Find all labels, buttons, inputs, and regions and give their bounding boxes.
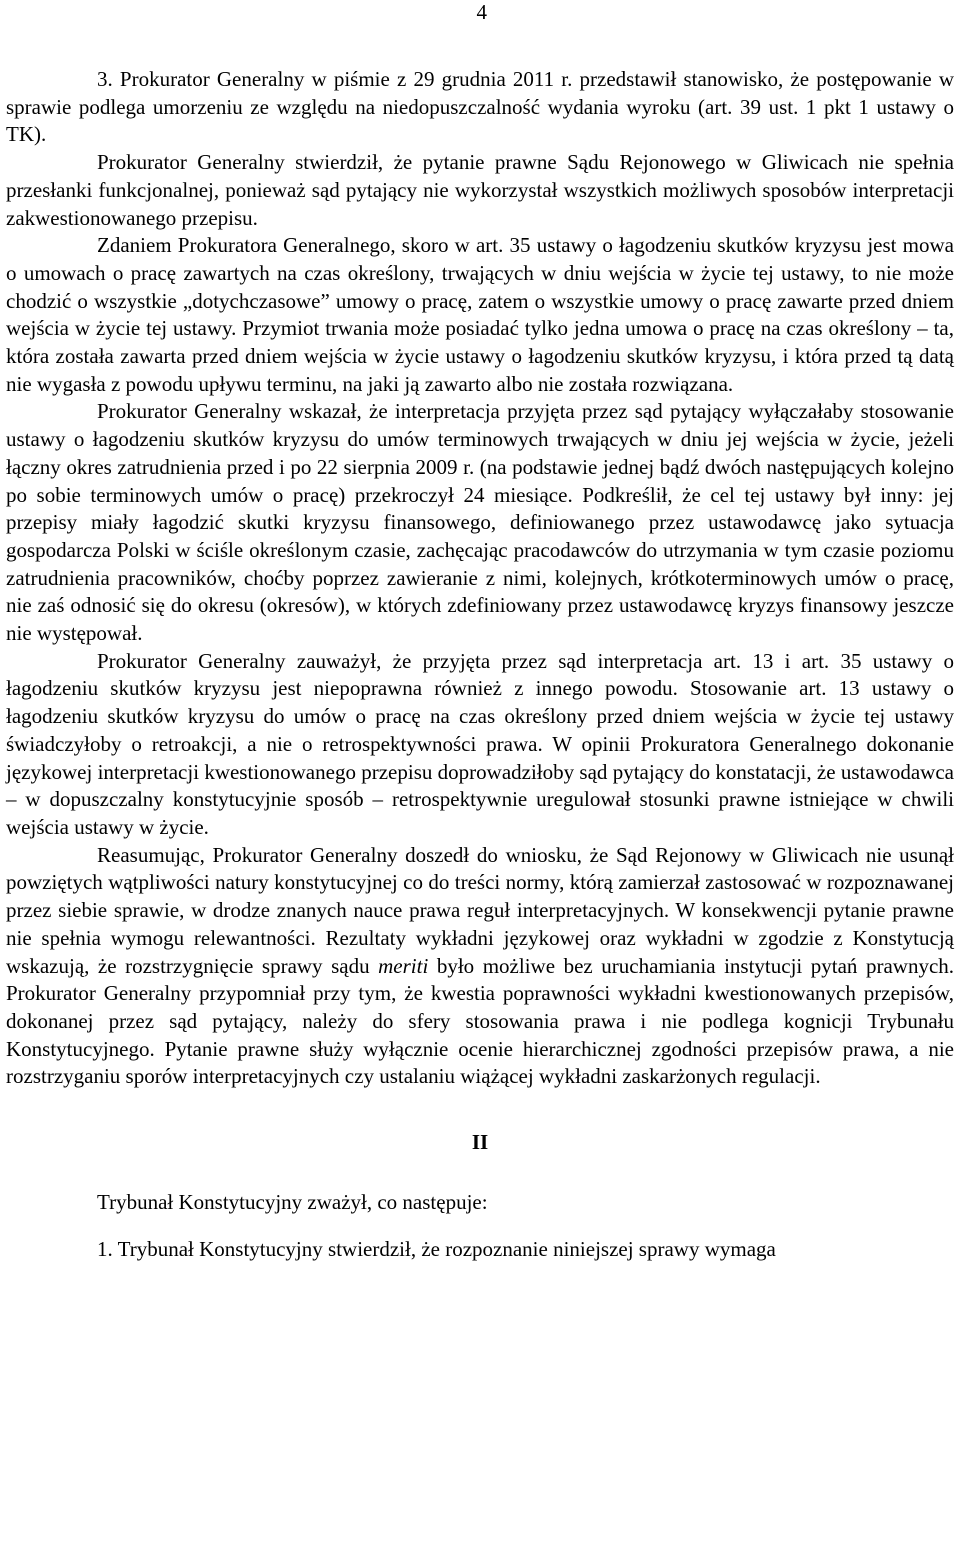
paragraph-prosecutor-letter: 3. Prokurator Generalny w piśmie z 29 grudnia 2011 r. przedstawił stanowisko, że postępowanie w sprawie podlega umorzeniu ze względu na niedopuszczalność wydania wyroku (art. 39 ust. 1 pkt 1 ustawy o TK). <box>6 67 954 147</box>
paragraph-tribunal-point-1: 1. Trybunał Konstytucyjny stwierdził, że rozpoznanie niniejszej sprawy wymaga <box>97 1237 776 1262</box>
summary-text-end: było możliwe bez uruchamiania instytucji pytań prawnych. Prokurator Generalny przypomniał przy tym, że kwestia poprawności wykładni kwestionowanych przepisów, dokonanej przez sąd pytający, należy do sfery stosowania prawa i nie podlega kognicji Trybunału Konstytucyjnego. Pytanie prawne służy wyłącznie ocenie hierarchicznej zgodności przepisów prawa, a nie rozstrzyganiu sporów interpretacyjnych czy ustalaniu wiążącej wykładni zaskarżonych regulacji. <box>6 953 955 1089</box>
paragraph-interpretation-effect: Prokurator Generalny wskazał, że interpretacja przyjęta przez sąd pytający wyłączałaby stosowanie ustawy o łagodzeniu skutków kryzysu do umów terminowych trwających w dniu jej wejścia w życie, jeżeli łączny okres zatrudnienia przed i po 22 sierpnia 2009 r. (na podstawie jednej bądź dwóch następujących kolejno po sobie terminowych umów o pracę) przekroczył 24 miesiące. Podkreślił, że cel tej ustawy był inny: jej przepisy miały łagodzić skutki kryzysu finansowego, definiowanego przez ustawodawcę jako sytuacja gospodarcza Polski w ściśle określonym czasie, zachęcając pracodawców do utrzymania w tym czasie poziomu zatrudnienia pracowników, choćby poprzez zawieranie z nimi, kolejnych, krótkoterminowych umów o pracę, nie zaś odnosić się do okresu (okresów), w których zdefiniowany przez ustawodawcę kryzys finansowy jeszcze nie występował. <box>6 399 954 646</box>
paragraph-summary <box>6 842 954 1091</box>
paragraph-art35-interpretation: Zdaniem Prokuratora Generalnego, skoro w art. 35 ustawy o łagodzeniu skutków kryzysu jest mowa o umowach o pracę zawartych na czas określony, trwających w dniu wejścia w życie tej ustawy, to nie może chodzić o wszystkie „dotychczasowe” umowy o pracę, zatem o wszystkie umowy o pracę zawarte przed dniem wejścia w życie tej ustawy. Przymiot trwania może posiadać tylko jedna umowa o pracę na czas określony – ta, która została zawarta przed dniem wejścia w życie ustawy o łagodzeniu skutków kryzysu, i która przed tą datą nie wygasła z powodu upływu terminu, na jaki ją zawarto albo nie została rozwiązana. <box>6 233 954 396</box>
paragraph-retroaction: Prokurator Generalny zauważył, że przyjęta przez sąd interpretacja art. 13 i art. 35 ustawy o łagodzeniu skutków kryzysu jest niepoprawna również z innego powodu. Stosowanie art. 13 ustawy o łagodzeniu skutków kryzysu do umów o pracę na czas określony przed dniem wejścia w życie tej ustawy świadczyłoby o retroakcji, a nie o retrospektywności prawa. W opinii Prokuratora Generalnego dokonanie językowej interpretacji kwestionowanego przepisu doprowadziłoby sąd pytający do konstatacji, że ustawodawca – w dopuszczalny konstytucyjnie sposób – retrospektywnie uregulował stosunki prawne istniejące w chwili wejścia ustawy w życie. <box>6 648 954 839</box>
summary-italic-term: meriti <box>378 953 429 978</box>
tribunal-intro: Trybunał Konstytucyjny zważył, co następuje: <box>97 1189 488 1214</box>
summary-text-start: Reasumując, Prokurator Generalny doszedł do wniosku, że Sąd Rejonowy w Gliwicach nie usunął powziętych wątpliwości natury konstytucyjnej co do treści normy, którą zamierzał zastosować w rozpoznawanej przez siebie sprawie, w drodze znanych nauce prawa reguł interpretacyjnych. W konsekwencji pytanie prawne nie spełnia wymogu relewantności. Rezultaty wykładni językowej oraz wykładni w zgodzie z Konstytucją wskazują, że rozstrzygnięcie sprawy sądu <box>6 842 954 978</box>
document-body <box>6 66 954 1264</box>
page-number: 4 <box>476 0 487 24</box>
paragraph-functional-premise: Prokurator Generalny stwierdził, że pytanie prawne Sądu Rejonowego w Gliwicach nie spełnia przesłanki funkcjonalnej, ponieważ sąd pytający nie wykorzystał wszystkich możliwych sposobów interpretacji zakwestionowanego przepisu. <box>6 150 954 230</box>
section-heading: II <box>471 1130 489 1155</box>
